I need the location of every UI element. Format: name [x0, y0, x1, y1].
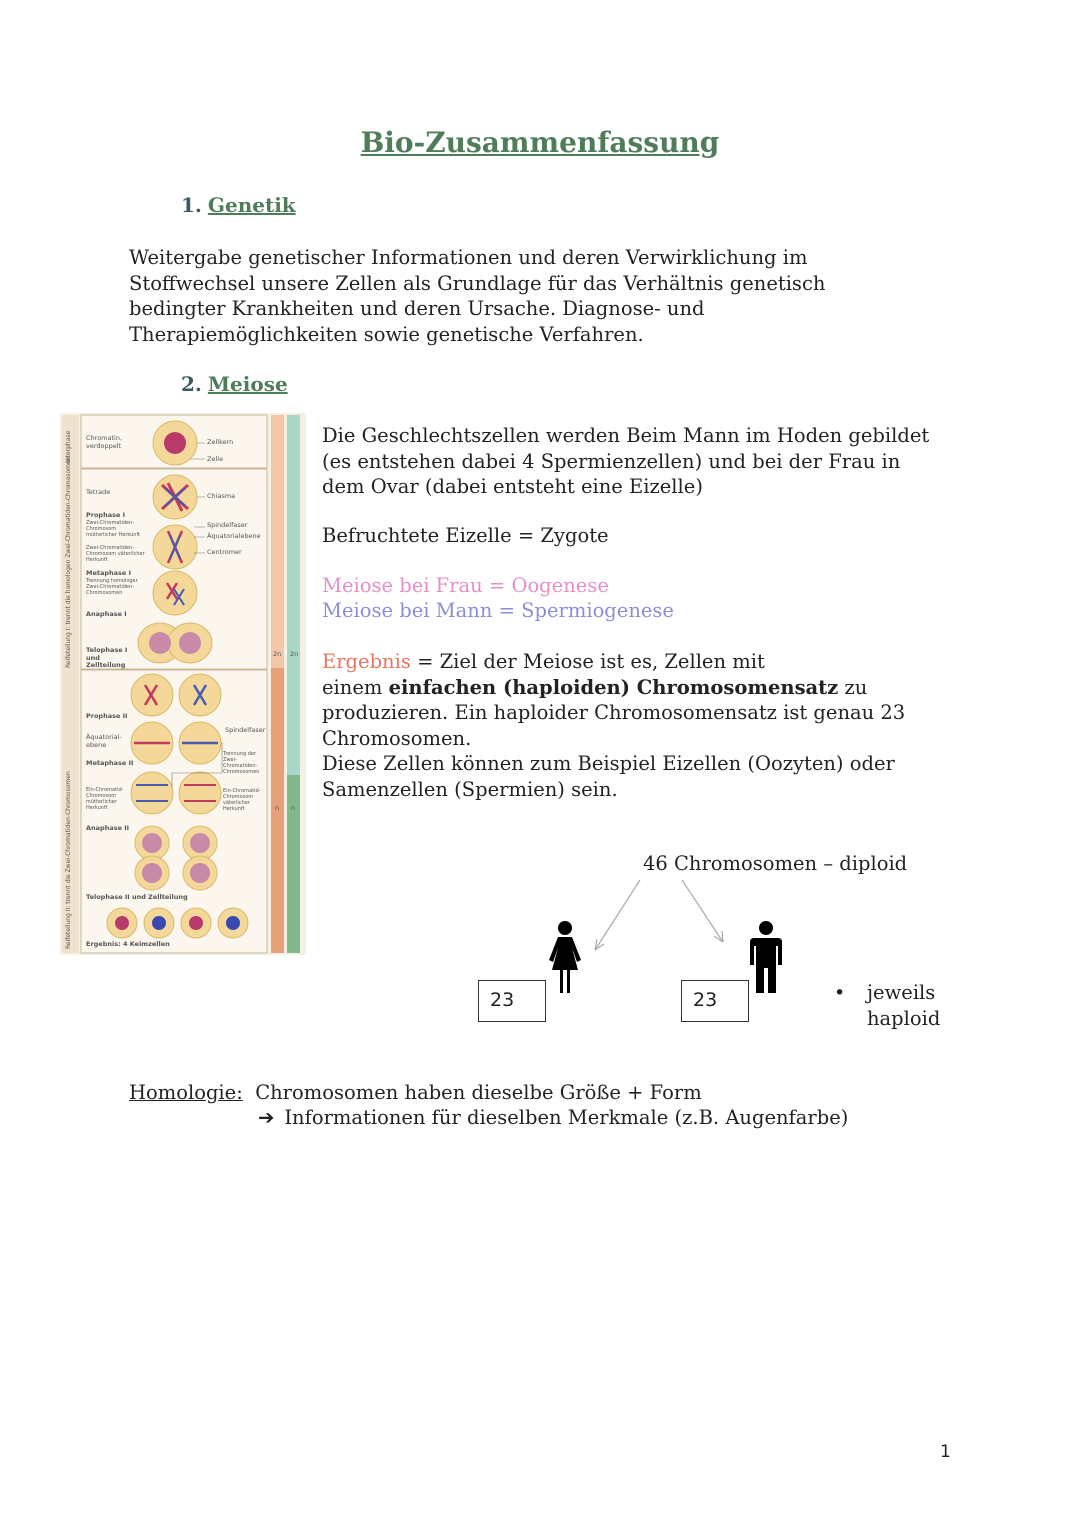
paragraph-line: jeweils [867, 981, 936, 1004]
figure-label: Metaphase I [86, 569, 131, 577]
section-title: Meiose [207, 372, 288, 396]
genetik-paragraph [129, 245, 1009, 347]
oogenese-line: Meiose bei Frau = Oogenese [322, 574, 609, 597]
paragraph-line: Chromosomen. [322, 726, 472, 750]
ergebnis-paragraph [322, 649, 1022, 802]
paragraph-line: haploid [867, 1006, 941, 1030]
bar-label: n [275, 804, 280, 812]
paragraph-line: Therapiemöglichkeiten sowie genetische Verfahren. [129, 322, 644, 346]
side-label: Interphase [65, 430, 72, 463]
meiosis-figure [60, 413, 306, 955]
figure-label: Anaphase I [86, 610, 127, 618]
paragraph-line: Weitergabe genetischer Informationen und deren Verwirklichung im [129, 246, 808, 269]
figure-label: Ergebnis: 4 Keimzellen [86, 940, 170, 948]
figure-label: Zwei-Chromatiden-Chromosom väterlicher Herkunft [86, 545, 145, 563]
figure-label: Metaphase II [86, 759, 134, 767]
figure-label: Centromer [207, 548, 242, 556]
paragraph-line: (es entstehen dabei 4 Spermienzellen) und bei der Frau in [322, 449, 901, 473]
ergebnis-label: Ergebnis [322, 650, 411, 673]
paragraph-line: Die Geschlechtszellen werden Beim Mann im Hoden gebildet [322, 424, 930, 447]
figure-label: Prophase II [86, 712, 128, 720]
figure-label: Telophase II und Zellteilung [86, 893, 188, 901]
paragraph-line: bedingter Krankheiten und deren Ursache. Diagnose- und [129, 297, 705, 320]
homologie-text: Chromosomen haben dieselbe Größe + Form [255, 1081, 702, 1104]
meiose-intro [322, 423, 1022, 500]
figure-label: Ein-Chromatid-Chromosom mütterlicher Herkunft [86, 787, 124, 811]
paragraph-line: Stoffwechsel unsere Zellen als Grundlage für das Verhältnis genetisch [129, 271, 826, 295]
text-span: zu [838, 675, 868, 699]
figure-label: Chromatin, verdoppelt [86, 434, 123, 450]
figure-label: Trennung der Zwei-Chromatiden-Chromosomen [223, 751, 260, 775]
figure-label: Zellkern [207, 438, 234, 446]
figure-label: Prophase I [86, 511, 126, 519]
homologie-sub: Informationen für dieselben Merkmale (z.B. Augenfarbe) [284, 1106, 849, 1129]
bar-label: 2n [273, 650, 282, 658]
paragraph-line: Diese Zellen können zum Beispiel Eizellen (Oozyten) oder [322, 752, 895, 775]
chromosome-count-box: 23 [681, 980, 749, 1022]
figure-label: Telophase I und Zellteilung [86, 646, 128, 669]
section-number: 2. [181, 372, 202, 396]
bar-label: n [291, 804, 296, 812]
paragraph-line [322, 649, 1022, 675]
paragraph-line [322, 675, 1022, 701]
paragraph-line: Samenzellen (Spermien) sein. [322, 777, 618, 801]
homologie-subline [258, 1105, 1058, 1131]
zygote-line: Befruchtete Eizelle = Zygote [322, 524, 609, 547]
homologie-label: Homologie: [129, 1081, 243, 1104]
figure-label: Äquatorial-ebene [86, 733, 122, 749]
bullet: • [834, 982, 846, 1004]
figure-label: Anaphase II [86, 824, 130, 832]
figure-label: Trennung homologer Zwei-Chromatiden-Chromosomen [86, 578, 138, 596]
diploid-label: 46 Chromosomen – diploid [643, 852, 908, 875]
page-title: Bio-Zusammenfassung [360, 126, 720, 159]
bar-label: 2n [290, 650, 299, 658]
figure-label: Zwei-Chromatiden-Chromosom mütterlicher Herkunft [86, 520, 141, 538]
figure-label: Chiasma [207, 492, 236, 500]
chromosome-count-box: 23 [478, 980, 546, 1022]
paragraph-line: produzieren. Ein haploider Chromosomensatz ist genau 23 [322, 701, 906, 724]
figure-label: Spindelfaser [207, 521, 248, 529]
arrow-icon: ➔ [258, 1106, 275, 1129]
haploid-note [867, 980, 940, 1031]
section-heading-genetik [181, 193, 296, 217]
paragraph-line: dem Ovar (dabei entsteht eine Eizelle) [322, 475, 703, 498]
text-span: einem [322, 675, 389, 699]
figure-label: Tetrade [86, 488, 111, 496]
page-number: 1 [940, 1442, 951, 1462]
figure-label: Ein-Chromatid-Chromosom väterlicher Herkunft [223, 788, 261, 812]
side-label: Reifeteilung I: trennt die homologen Zwei-Chromatiden-Chromosomen [65, 456, 72, 668]
spermiogenese-line: Meiose bei Mann = Spermiogenese [322, 599, 674, 622]
figure-label: Zelle [207, 455, 224, 463]
section-heading-meiose [181, 372, 288, 396]
homologie-line [129, 1080, 1029, 1106]
section-number: 1. [181, 193, 202, 217]
figure-label: Äquatorialebene [207, 532, 261, 540]
section-title: Genetik [207, 193, 296, 217]
figure-label: Spindelfaser [225, 726, 266, 734]
text-span: = Ziel der Meiose ist es, Zellen mit [410, 650, 765, 673]
female-icon [545, 920, 585, 995]
bold-term: einfachen (haploiden) Chromosomensatz [388, 675, 839, 699]
male-icon [746, 920, 786, 995]
side-label: Reifeteilung II: trennt die Zwei-Chromatiden-Chromosomen [65, 771, 72, 949]
